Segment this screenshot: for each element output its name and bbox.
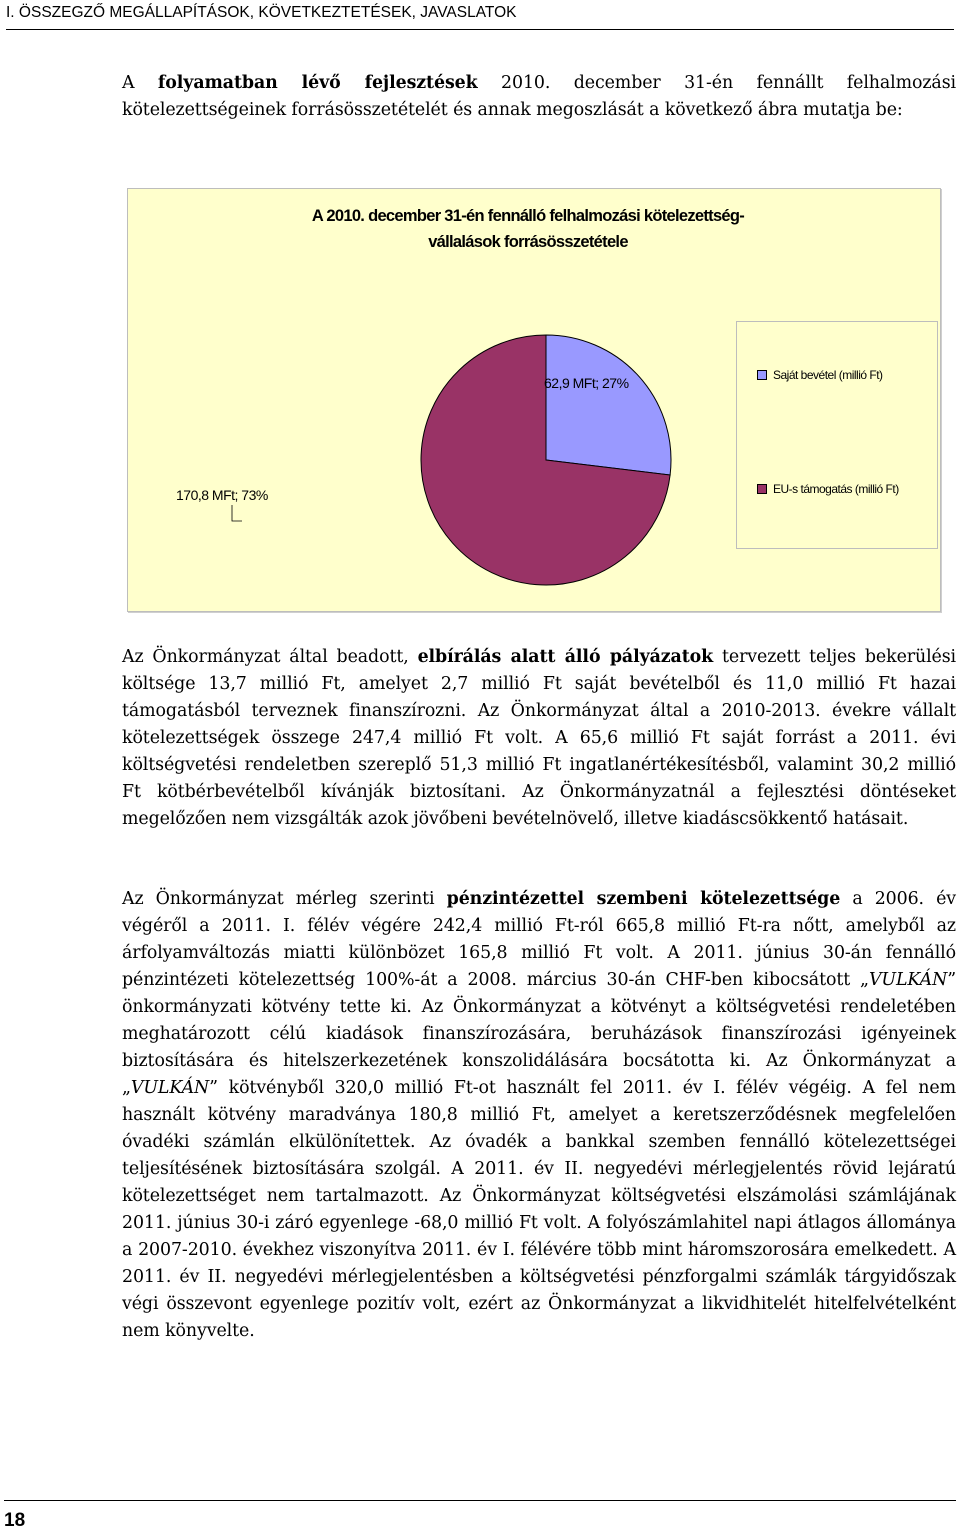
bond-name-1: VULKÁN — [868, 970, 948, 990]
legend-label-own-revenue: Saját bevétel (millió Ft) — [773, 368, 883, 382]
bond-name-2: VULKÁN — [130, 1078, 210, 1098]
header-title: I. ÖSSZEGZŐ MEGÁLLAPÍTÁSOK, KÖVETKEZTETÉSEK, JAVASLATOK — [6, 4, 517, 21]
data-label-own-revenue: 62,9 MFt; 27% — [544, 375, 629, 391]
legend-swatch-own-revenue — [757, 370, 767, 380]
legend-swatch-eu-support — [757, 484, 767, 494]
pie-slice-own-revenue — [546, 335, 671, 475]
page-number: 18 — [4, 1510, 26, 1531]
pie-chart — [127, 188, 941, 612]
bank-liabilities-paragraph — [122, 886, 956, 1345]
intro-text-bold: folyamatban lévő fejlesztések — [157, 73, 478, 93]
bank-text-post3: ” kötvényből 320,0 millió Ft-ot használt fel 2011. év I. félév végéig. A fel nem használt kötvény maradványa 180,8 millió Ft, amelyet a keretszerződésnek megfelelően óvadéki számlán elkülönítettek. Az óvadék a bankkal szemben fennálló kötelezettségei teljesítésének biztosítására szolgál. A 2011. év II. negyedévi mérlegjelentés rövid lejáratú kötelezettséget nem tartalmazott. Az Önkormányzat költségvetési elszámolási számlájának 2011. június 30-i záró egyenlege -68,0 millió Ft volt. A folyószámlahitel napi átlagos állománya a 2007-2010. évekhez viszonyítva 2011. év I. félévére több mint háromszorosára emelkedett. A 2011. év II. negyedévi mérlegjelentésben a költségvetési pénzforgalmi számlák tárgyidőszak végi összevont egyenlege pozitív volt, ezért az Önkormányzat a likvidhitelét hitelfelvételként nem könyvelte. — [122, 1078, 956, 1341]
intro-text-post: 2010. december 31-én fennállt felhalmozási kötelezettségeinek forrásösszetételét és annak megoszlását a következő ábra mutatja be: — [122, 73, 956, 120]
legend-item-own-revenue — [757, 368, 883, 382]
footer-divider — [4, 1500, 956, 1501]
tenders-text-bold: elbírálás alatt álló pályázatok — [417, 647, 714, 667]
chart-legend — [736, 321, 938, 549]
leader-line-eu-support — [232, 505, 242, 521]
chart-title-line1: A 2010. december 31-én fennálló felhalmozási kötelezettség- — [311, 207, 745, 225]
bank-text-post1: a 2006. év végéről a 2011. I. félév végére 242,4 millió Ft-ról 665,8 millió Ft-ra nőtt, amelyből az árfolyamváltozás miatti különbözet 165,8 millió Ft volt. A 2011. június 30-án fennálló pénzintézeti kötelezettség 100%-át a 2008. március 30-án CHF-ben kibocsátott „ — [122, 889, 957, 990]
legend-item-eu-support — [757, 482, 899, 496]
chart-title — [208, 203, 848, 255]
intro-paragraph — [122, 70, 956, 124]
bank-text-post2: ” önkormányzati kötvény tette ki. Az Önkormányzat a kötvényt a költségvetési rendeletében meghatározott célú kiadások finanszírozására, beruházások finanszírozási igényeinek biztosítására és hitelszerkezetének konszolidálására bocsátotta ki. Az Önkormányzat a „ — [122, 970, 956, 1098]
pending-tenders-paragraph — [122, 644, 956, 833]
tenders-text-post: tervezett teljes bekerülési költsége 13,7 millió Ft, amelyet 2,7 millió Ft saját bevételből és 11,0 millió Ft hazai támogatásból terveznek finanszírozni. Az Önkormányzat által a 2010-2013. évekre vállalt kötelezettségek összege 247,4 millió Ft volt. A 65,6 millió Ft saját forrást a 2011. évi költségvetési rendeletben szereplő 51,3 millió Ft ingatlanértékesítésből, valamint 30,2 millió Ft kötbérbevételből kívánják biztosítani. Az Önkormányzatnál a fejlesztési döntéseket megelőzően nem vizsgálták azok jövőbeni bevételnövelő, illetve kiadáscsökkentő hatásait. — [122, 647, 957, 829]
bank-text-pre: Az Önkormányzat mérleg szerinti — [122, 889, 447, 909]
intro-text-pre: A — [122, 73, 158, 93]
data-label-eu-support: 170,8 MFt; 73% — [176, 487, 268, 503]
tenders-text-pre: Az Önkormányzat által beadott, — [122, 647, 418, 667]
bank-text-bold: pénzintézettel szembeni kötelezettsége — [446, 889, 841, 909]
chart-title-line2: vállalások forrásösszetétele — [428, 233, 628, 251]
page-header — [6, 4, 954, 30]
legend-label-eu-support: EU-s támogatás (millió Ft) — [773, 482, 899, 496]
